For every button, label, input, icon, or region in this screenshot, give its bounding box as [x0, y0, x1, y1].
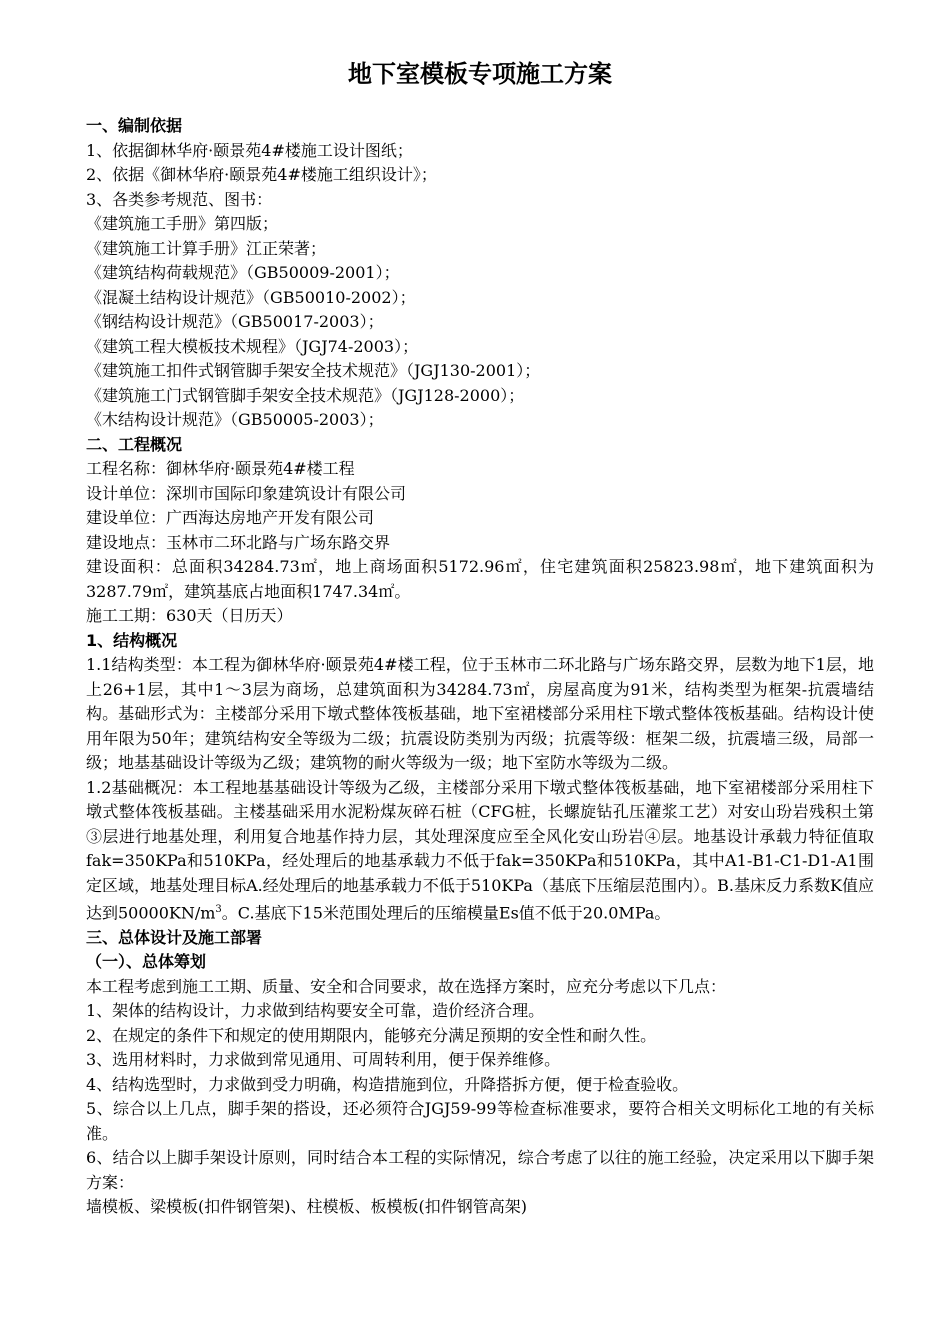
section-heading-overview: 二、工程概况: [86, 434, 183, 454]
reference-item: 《建筑施工门式钢管脚手架安全技术规范》（JGJ128-2000）；: [86, 385, 525, 405]
foundation-text: 1.2基础概况：本工程地基基础设计等级为乙级，主楼部分采用下墩式整体筏板基础，地下室裙楼部分采用柱下墩式整体筏板基础。主楼基础采用水泥粉煤灰碎石桩（CFG桩，长螺旋钻孔压灌浆工艺）对安山玢岩残积土第③层进行地基处理，利用复合地基作持力层，其处理深度应至全风化安山玢岩④层。地基设计承载力特征值取fak=350KPa和510KPa，经处理后的地基承载力不低于fak=350KPa和510KPa，其中A1-B1-C1-D1-A1围定区域，地基处理目标A.经处理后的地基承载力不低于510KPa（基底下压缩层范围内）。B.基床反力系数K值应达到50000KN/m: [86, 777, 874, 923]
planning-point: 5、综合以上几点，脚手架的搭设，还必须符合JGJ59-99等检查标准要求，要符合相关文明标化工地的有关标准。: [86, 1099, 874, 1143]
construction-unit: 建设单位：广西海达房地产开发有限公司: [86, 508, 375, 527]
planning-point: 6、结合以上脚手架设计原则，同时结合本工程的实际情况，综合考虑了以往的施工经验，决定采用以下脚手架方案：: [86, 1148, 874, 1192]
foundation-text-end: 。C.基底下15米范围处理后的压缩模量Es值不低于20.0MPa。: [221, 903, 671, 923]
document-title: 地下室模板专项施工方案: [348, 60, 612, 88]
construction-area: 建设面积：总面积34284.73㎡，地上商场面积5172.96㎡，住宅建筑面积25823.98㎡，地下建筑面积为3287.79㎡，建筑基底占地面积1747.34㎡。: [86, 557, 874, 601]
basis-item: 1、依据御林华府·颐景苑4#楼施工设计图纸；: [86, 140, 413, 160]
planning-intro: 本工程考虑到施工工期、质量、安全和合同要求，故在选择方案时，应充分考虑以下几点：: [86, 976, 727, 996]
subsection-heading-structure: 1、结构概况: [86, 630, 178, 650]
planning-point: 3、选用材料时，力求做到常见通用、可周转利用，便于保养维修。: [86, 1050, 561, 1070]
project-name: 工程名称：御林华府·颐景苑4#楼工程: [86, 459, 355, 478]
reference-item: 《建筑施工手册》第四版；: [86, 214, 279, 233]
reference-item: 《钢结构设计规范》（GB50017-2003）；: [86, 312, 384, 331]
reference-item: 《建筑施工扣件式钢管脚手架安全技术规范》（JGJ130-2001）；: [86, 361, 541, 380]
foundation-paragraph: [86, 776, 874, 926]
reference-item: 《建筑施工计算手册》江正荣著；: [86, 238, 327, 258]
planning-point: 4、结构选型时，力求做到受力明确，构造措施到位，升降搭拆方便，便于检查验收。: [86, 1074, 689, 1094]
design-unit: 设计单位：深圳市国际印象建筑设计有限公司: [86, 483, 407, 503]
basis-item: 2、依据《御林华府·颐景苑4#楼施工组织设计》；: [86, 165, 437, 184]
construction-location: 建设地点：玉林市二环北路与广场东路交界: [86, 532, 391, 552]
reference-item: 《建筑工程大模板技术规程》（JGJ74-2003）；: [86, 336, 419, 356]
section-heading-basis: 一、编制依据: [86, 116, 183, 135]
planning-point: 1、架体的结构设计，力求做到结构要安全可靠，造价经济合理。: [86, 1001, 545, 1021]
subsection-heading-planning: （一）、总体筹划: [86, 952, 207, 972]
scaffold-scheme: 墙模板、梁模板(扣件钢管架)、柱模板、板模板(扣件钢管高架): [86, 1197, 527, 1217]
structure-type-paragraph: 1.1结构类型：本工程为御林华府·颐景苑4#楼工程，位于玉林市二环北路与广场东路交界，层数为地下1层，地上26+1层，其中1～3层为商场，总建筑面积为34284.73㎡，房屋高度为91米，结构类型为框架-抗震墙结构。基础形式为：主楼部分采用下墩式整体筏板基础，地下室裙楼部分采用柱下墩式整体筏板基础。结构设计使用年限为50年；建筑结构安全等级为二级；抗震设防类别为丙级；抗震等级：框架二级，抗震墙三级，局部一级；地基基础设计等级为乙级；建筑物的耐火等级为一级；地下室防水等级为二级。: [86, 655, 874, 772]
basis-item: 3、各类参考规范、图书：: [86, 189, 273, 209]
reference-item: 《建筑结构荷载规范》（GB50009-2001）；: [86, 263, 400, 282]
section-heading-deployment: 三、总体设计及施工部署: [86, 927, 263, 947]
reference-item: 《木结构设计规范》（GB50005-2003）；: [86, 410, 384, 429]
reference-item: 《混凝土结构设计规范》（GB50010-2002）；: [86, 287, 416, 307]
construction-duration: 施工工期：630天（日历天）: [86, 606, 293, 625]
planning-point: 2、在规定的条件下和规定的使用期限内，能够充分满足预期的安全性和耐久性。: [86, 1025, 657, 1045]
superscript-exponent: 3: [215, 904, 222, 915]
